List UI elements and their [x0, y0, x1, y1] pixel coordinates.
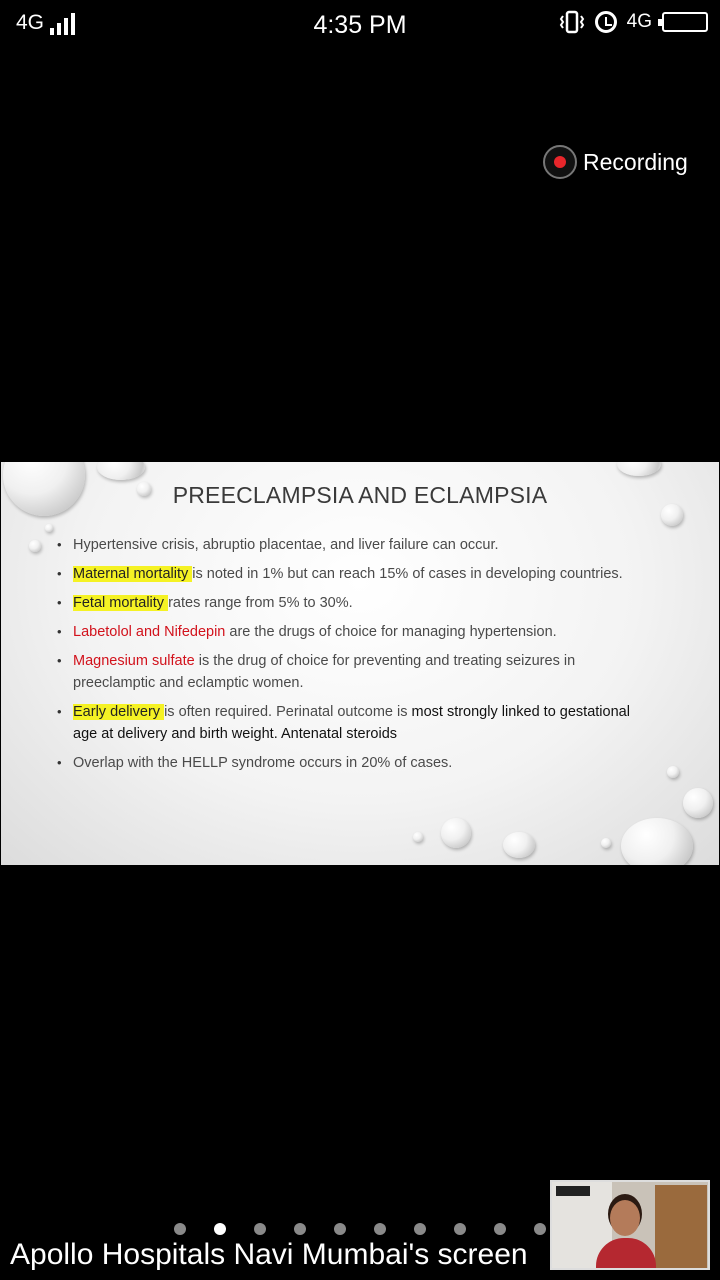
water-drop-decoration: [667, 766, 679, 778]
screen-share-owner-label: Apollo Hospitals Navi Mumbai's screen: [10, 1238, 528, 1271]
page-dot[interactable]: [334, 1223, 346, 1235]
water-drop-decoration: [29, 540, 41, 552]
participant-video-thumbnail[interactable]: [550, 1180, 710, 1270]
water-drop-decoration: [45, 524, 53, 532]
water-drop-decoration: [503, 832, 535, 858]
network-type-label-right: 4G: [626, 11, 652, 32]
emphasis-text: Labetolol and Nifedepin: [73, 624, 226, 640]
recording-indicator: [543, 145, 688, 179]
water-drop-decoration: [441, 818, 471, 848]
water-drop-decoration: [413, 832, 423, 842]
status-bar: [0, 0, 720, 50]
page-dot[interactable]: [294, 1223, 306, 1235]
bullet-text: rates range from 5% to 30%.: [168, 595, 353, 611]
list-item: [57, 650, 657, 694]
water-drop-decoration: [601, 838, 611, 848]
bullet-text: is often required. Perinatal outcome is: [164, 704, 412, 720]
bullet-text: are the drugs of choice for managing hypertension.: [225, 624, 557, 640]
bullet-text: is the drug of choice for preventing and treating seizures in preeclamptic and eclamptic women.: [73, 653, 576, 691]
highlighted-text: Early delivery: [73, 704, 165, 720]
water-drop-decoration: [617, 462, 661, 476]
water-drop-decoration: [683, 788, 713, 818]
page-indicator[interactable]: [174, 1223, 546, 1235]
page-dot[interactable]: [374, 1223, 386, 1235]
participant-head: [610, 1200, 640, 1236]
water-drop-decoration: [621, 818, 693, 865]
video-background-door: [655, 1185, 707, 1269]
list-item: [57, 621, 657, 643]
emphasis-text: Magnesium sulfate: [73, 653, 195, 669]
alarm-icon: [595, 11, 617, 33]
page-dot[interactable]: [454, 1223, 466, 1235]
slide-title: PREECLAMPSIA AND ECLAMPSIA: [172, 482, 548, 508]
bullet-list: [57, 534, 657, 781]
bullet-text: Hypertensive crisis, abruptio placentae, and liver failure can occur.: [73, 537, 499, 553]
list-item: [57, 592, 657, 614]
list-item: [57, 701, 657, 745]
list-item: [57, 534, 657, 556]
page-dot[interactable]: [414, 1223, 426, 1235]
status-time: 4:35 PM: [313, 11, 407, 39]
record-icon: [543, 145, 577, 179]
bullet-text: is noted in 1% but can reach 15% of cases in developing countries.: [192, 566, 623, 582]
recording-label: Recording: [583, 148, 688, 175]
list-item: [57, 752, 657, 774]
highlighted-text: Maternal mortality: [73, 566, 193, 582]
video-background-tv: [556, 1186, 590, 1196]
shared-slide: [1, 462, 719, 865]
list-item: [57, 563, 657, 585]
page-dot[interactable]: [174, 1223, 186, 1235]
page-dot[interactable]: [534, 1223, 546, 1235]
page-dot[interactable]: [494, 1223, 506, 1235]
bullet-text-dark: most strongly linked to gestational age at delivery and birth weight. Antenatal steroids: [73, 704, 630, 742]
page-dot[interactable]: [254, 1223, 266, 1235]
page-dot-active[interactable]: [214, 1223, 226, 1235]
highlighted-text: Fetal mortality: [73, 595, 169, 611]
network-type-label: 4G: [16, 11, 45, 34]
bullet-text: Overlap with the HELLP syndrome occurs in 20% of cases.: [73, 755, 453, 771]
vibrate-icon: [559, 10, 585, 34]
battery-icon: [662, 12, 708, 32]
status-right: [559, 10, 708, 34]
water-drop-decoration: [97, 462, 145, 480]
